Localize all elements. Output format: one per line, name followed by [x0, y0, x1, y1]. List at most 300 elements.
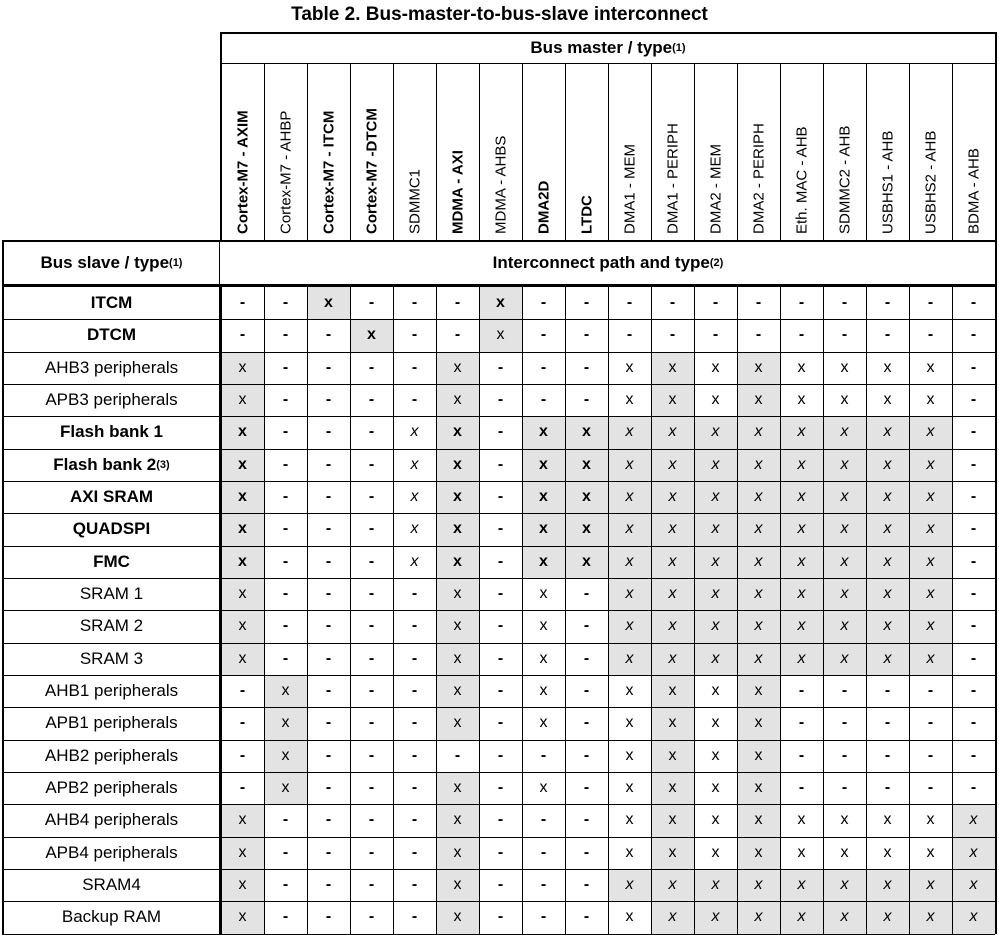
table-cell: -: [608, 287, 651, 319]
table-cell: -: [565, 869, 608, 901]
table-cell: x: [436, 610, 479, 642]
table-cell: -: [952, 287, 995, 319]
grid-line: [2, 481, 995, 482]
table-cell: x: [780, 384, 823, 416]
column-header-label: DMA2 - MEM: [707, 144, 724, 234]
table-cell: x: [780, 546, 823, 578]
table-cell: -: [307, 481, 350, 513]
table-cell: -: [350, 610, 393, 642]
table-cell: x: [393, 546, 436, 578]
table-cell: x: [608, 416, 651, 448]
row-label: [2, 837, 221, 869]
table-cell: -: [350, 513, 393, 545]
table-cell: x: [737, 707, 780, 739]
table-cell: -: [522, 319, 565, 351]
table-cell: x: [780, 578, 823, 610]
table-cell: -: [866, 707, 909, 739]
table-cell: -: [909, 319, 952, 351]
grid-line: [2, 240, 995, 242]
table-cell: x: [608, 481, 651, 513]
row-label-text: DTCM: [86, 325, 137, 345]
table-cell: -: [221, 740, 264, 772]
table-cell: -: [264, 578, 307, 610]
table-cell: -: [479, 352, 522, 384]
column-header-label: DMA2D: [535, 180, 552, 234]
column-header: [522, 63, 565, 240]
table-cell: x: [866, 546, 909, 578]
table-cell: x: [436, 901, 479, 933]
table-cell: x: [393, 513, 436, 545]
row-label: [2, 384, 221, 416]
table-cell: -: [307, 901, 350, 933]
row-label: [2, 416, 221, 448]
row-label: [2, 740, 221, 772]
table-cell: -: [823, 287, 866, 319]
table-cell: x: [780, 449, 823, 481]
grid-line: [436, 63, 437, 240]
table-cell: x: [221, 352, 264, 384]
table-cell: -: [565, 319, 608, 351]
table-cell: x: [221, 901, 264, 933]
table-cell: x: [221, 610, 264, 642]
table-cell: x: [694, 546, 737, 578]
table-cell: -: [522, 837, 565, 869]
table-cell: -: [565, 287, 608, 319]
table-cell: x: [737, 869, 780, 901]
table-cell: -: [350, 449, 393, 481]
table-cell: x: [909, 416, 952, 448]
grid-line: [393, 63, 394, 240]
table-cell: x: [823, 352, 866, 384]
table-cell: -: [952, 675, 995, 707]
table-cell: x: [608, 869, 651, 901]
table-cell: -: [221, 707, 264, 739]
table-cell: x: [737, 804, 780, 836]
table-cell: -: [479, 901, 522, 933]
row-label-text: AXI SRAM: [69, 487, 154, 507]
grid-line: [780, 63, 781, 240]
table-cell: -: [952, 578, 995, 610]
table-cell: x: [909, 513, 952, 545]
table-cell: x: [608, 513, 651, 545]
table-cell: -: [909, 675, 952, 707]
table-cell: x: [780, 416, 823, 448]
table-cell: x: [866, 610, 909, 642]
column-header: [393, 63, 436, 240]
table-cell: -: [350, 384, 393, 416]
grid-line: [2, 240, 4, 934]
table-cell: x: [866, 481, 909, 513]
table-cell: x: [264, 707, 307, 739]
table-cell: -: [307, 707, 350, 739]
path-label: Interconnect path and type: [492, 252, 710, 272]
column-header: [350, 63, 393, 240]
table-cell: -: [565, 643, 608, 675]
table-cell: -: [909, 772, 952, 804]
table-cell: x: [436, 675, 479, 707]
table-cell: x: [522, 675, 565, 707]
table-cell: -: [350, 546, 393, 578]
row-label: [2, 287, 221, 319]
table-cell: x: [522, 578, 565, 610]
table-cell: -: [694, 319, 737, 351]
table-cell: x: [909, 869, 952, 901]
table-cell: x: [522, 513, 565, 545]
bus-slave-header: [2, 240, 221, 285]
table-cell: -: [651, 287, 694, 319]
table-cell: -: [350, 481, 393, 513]
table-cell: x: [694, 352, 737, 384]
table-cell: x: [823, 578, 866, 610]
table-cell: -: [479, 416, 522, 448]
table-cell: -: [909, 707, 952, 739]
table-cell: -: [866, 675, 909, 707]
table-cell: -: [909, 287, 952, 319]
table-cell: -: [393, 675, 436, 707]
table-cell: x: [694, 707, 737, 739]
table-cell: -: [350, 352, 393, 384]
table-cell: x: [909, 481, 952, 513]
table-cell: -: [565, 384, 608, 416]
table-cell: -: [264, 481, 307, 513]
column-header-label: LTDC: [578, 195, 595, 234]
table-cell: x: [522, 643, 565, 675]
table-cell: -: [565, 772, 608, 804]
table-cell: x: [952, 869, 995, 901]
table-cell: x: [737, 384, 780, 416]
table-cell: -: [307, 578, 350, 610]
table-cell: -: [393, 837, 436, 869]
table-cell: x: [694, 384, 737, 416]
row-label: [2, 481, 221, 513]
grid-line: [608, 285, 609, 934]
grid-line: [307, 63, 308, 240]
table-cell: x: [651, 837, 694, 869]
table-cell: -: [866, 740, 909, 772]
table-cell: x: [565, 546, 608, 578]
table-cell: x: [651, 740, 694, 772]
table-cell: x: [651, 416, 694, 448]
table-cell: -: [264, 416, 307, 448]
column-header: [307, 63, 350, 240]
grid-line: [2, 869, 995, 870]
grid-line: [2, 610, 995, 611]
table-cell: -: [350, 643, 393, 675]
table-cell: -: [780, 287, 823, 319]
grid-line: [823, 63, 824, 240]
table-cell: x: [737, 578, 780, 610]
table-cell: -: [565, 610, 608, 642]
table-cell: x: [651, 901, 694, 933]
path-note: (2): [709, 256, 724, 269]
row-label: [2, 643, 221, 675]
table-cell: -: [952, 610, 995, 642]
table-cell: -: [866, 287, 909, 319]
table-cell: x: [909, 546, 952, 578]
table-cell: -: [350, 837, 393, 869]
grid-line: [264, 285, 265, 934]
table-cell: x: [221, 804, 264, 836]
grid-line: [219, 285, 222, 934]
table-cell: x: [866, 449, 909, 481]
column-header: [651, 63, 694, 240]
table-cell: x: [866, 643, 909, 675]
table-cell: -: [565, 352, 608, 384]
table-cell: x: [608, 546, 651, 578]
table-cell: x: [608, 578, 651, 610]
row-label: [2, 772, 221, 804]
table-cell: x: [780, 869, 823, 901]
row-label-text: APB1 peripherals: [45, 713, 178, 733]
table-cell: x: [823, 546, 866, 578]
table-cell: x: [694, 901, 737, 933]
table-cell: -: [479, 772, 522, 804]
grid-line: [2, 837, 995, 838]
table-cell: x: [436, 837, 479, 869]
table-cell: -: [565, 707, 608, 739]
table-cell: -: [479, 449, 522, 481]
table-cell: -: [479, 481, 522, 513]
grid-line: [823, 285, 824, 934]
table-cell: x: [866, 352, 909, 384]
table-cell: -: [264, 901, 307, 933]
table-cell: -: [264, 546, 307, 578]
row-label-text: Backup RAM: [61, 907, 162, 927]
table-cell: -: [952, 449, 995, 481]
row-label-text: SRAM 2: [79, 616, 144, 636]
column-header-label: Cortex-M7 - AHBP: [277, 110, 294, 234]
grid-line: [350, 63, 351, 240]
table-title: Table 2. Bus-master-to-bus-slave interconnect: [291, 4, 708, 25]
column-header: [479, 63, 522, 240]
row-label-text: AHB3 peripherals: [44, 357, 179, 377]
table-cell: -: [823, 319, 866, 351]
table-cell: x: [780, 804, 823, 836]
table-cell: -: [479, 837, 522, 869]
table-cell: -: [307, 416, 350, 448]
column-header-label: MDMA - AHBS: [492, 135, 509, 234]
table-cell: -: [651, 319, 694, 351]
table-cell: x: [651, 804, 694, 836]
table-cell: -: [479, 610, 522, 642]
table-cell: x: [436, 772, 479, 804]
table-cell: -: [264, 804, 307, 836]
table-cell: x: [479, 319, 522, 351]
table-cell: x: [307, 287, 350, 319]
row-label-note: (3): [156, 458, 170, 471]
grid-line: [307, 285, 308, 934]
table-cell: x: [264, 675, 307, 707]
table-cell: x: [608, 643, 651, 675]
grid-line: [909, 63, 910, 240]
grid-line: [2, 643, 995, 644]
table-cell: -: [393, 610, 436, 642]
table-cell: -: [264, 513, 307, 545]
table-cell: x: [565, 481, 608, 513]
table-cell: -: [393, 352, 436, 384]
column-header-label: DMA1 - PERIPH: [664, 123, 681, 234]
table-cell: -: [522, 901, 565, 933]
table-cell: -: [823, 772, 866, 804]
table-cell: -: [264, 869, 307, 901]
grid-line: [221, 32, 995, 34]
table-cell: -: [264, 384, 307, 416]
table-cell: -: [780, 319, 823, 351]
table-cell: x: [694, 513, 737, 545]
table-cell: -: [350, 804, 393, 836]
table-cell: x: [436, 384, 479, 416]
table-cell: -: [565, 804, 608, 836]
table-cell: x: [651, 449, 694, 481]
table-cell: -: [350, 578, 393, 610]
table-cell: -: [522, 869, 565, 901]
row-label-text: SRAM4: [82, 875, 141, 895]
table-cell: x: [479, 287, 522, 319]
table-cell: -: [479, 578, 522, 610]
table-cell: x: [651, 352, 694, 384]
table-cell: x: [823, 804, 866, 836]
table-cell: x: [651, 707, 694, 739]
grid-line: [350, 285, 351, 934]
table-cell: x: [866, 869, 909, 901]
table-cell: x: [651, 578, 694, 610]
table-cell: -: [522, 287, 565, 319]
grid-line: [866, 63, 867, 240]
table-cell: -: [307, 837, 350, 869]
grid-line: [952, 63, 953, 240]
row-label: [2, 675, 221, 707]
row-label: [2, 869, 221, 901]
table-cell: x: [221, 384, 264, 416]
column-header-label: USBHS1 - AHB: [879, 130, 896, 234]
table-cell: x: [522, 546, 565, 578]
table-cell: x: [694, 772, 737, 804]
table-cell: x: [436, 643, 479, 675]
table-cell: -: [350, 287, 393, 319]
table-cell: x: [909, 352, 952, 384]
table-cell: x: [608, 740, 651, 772]
table-cell: x: [608, 707, 651, 739]
table-cell: -: [393, 901, 436, 933]
table-cell: x: [780, 610, 823, 642]
table-cell: x: [823, 384, 866, 416]
table-cell: x: [909, 804, 952, 836]
grid-line: [2, 707, 995, 708]
table-cell: x: [780, 901, 823, 933]
table-cell: x: [737, 416, 780, 448]
table-cell: -: [565, 740, 608, 772]
table-cell: x: [436, 481, 479, 513]
grid-line: [651, 285, 652, 934]
table-cell: -: [479, 707, 522, 739]
table-cell: -: [221, 675, 264, 707]
table-cell: x: [737, 772, 780, 804]
table-cell: -: [393, 643, 436, 675]
table-cell: -: [952, 643, 995, 675]
table-cell: x: [909, 901, 952, 933]
table-cell: x: [608, 384, 651, 416]
table-cell: -: [221, 772, 264, 804]
row-label-text: FMC: [93, 551, 130, 571]
grid-line: [264, 63, 265, 240]
column-header: [866, 63, 909, 240]
table-cell: x: [694, 610, 737, 642]
table-cell: -: [393, 384, 436, 416]
table-cell: x: [866, 416, 909, 448]
grid-line: [479, 63, 480, 240]
table-cell: x: [909, 643, 952, 675]
table-cell: x: [823, 643, 866, 675]
column-header-label: USBHS2 - AHB: [922, 130, 939, 234]
column-header: [909, 63, 952, 240]
table-cell: x: [393, 449, 436, 481]
table-cell: x: [651, 513, 694, 545]
table-cell: x: [221, 869, 264, 901]
grid-line: [737, 63, 738, 240]
grid-line: [952, 285, 953, 934]
table-cell: -: [393, 319, 436, 351]
column-header-label: MDMA - AXI: [449, 150, 466, 234]
table-cell: -: [393, 707, 436, 739]
table-cell: -: [264, 449, 307, 481]
table-cell: x: [393, 416, 436, 448]
grid-line: [909, 285, 910, 934]
table-cell: x: [565, 416, 608, 448]
column-header: [694, 63, 737, 240]
row-label: [2, 707, 221, 739]
column-header-label: DMA2 - PERIPH: [750, 123, 767, 234]
table-cell: x: [952, 804, 995, 836]
grid-line: [2, 384, 995, 385]
table-cell: x: [522, 416, 565, 448]
table-cell: x: [264, 772, 307, 804]
table-cell: x: [651, 546, 694, 578]
row-label: [2, 578, 221, 610]
row-label-text: AHB4 peripherals: [44, 810, 179, 830]
grid-line: [2, 740, 995, 741]
table-cell: x: [608, 449, 651, 481]
table-cell: -: [350, 901, 393, 933]
table-cell: x: [608, 901, 651, 933]
column-header-label: Eth. MAC - AHB: [793, 126, 810, 234]
grid-line: [2, 513, 995, 514]
table-cell: x: [436, 546, 479, 578]
row-label: [2, 513, 221, 545]
grid-line: [737, 285, 738, 934]
table-cell: -: [479, 740, 522, 772]
row-label: [2, 804, 221, 836]
row-label: [2, 352, 221, 384]
table-cell: -: [350, 740, 393, 772]
table-cell: x: [221, 837, 264, 869]
grid-line: [2, 449, 995, 450]
table-cell: x: [737, 481, 780, 513]
grid-line: [694, 285, 695, 934]
table-cell: -: [823, 675, 866, 707]
row-label-text: SRAM 1: [79, 584, 144, 604]
table-cell: x: [221, 546, 264, 578]
table-cell: -: [909, 740, 952, 772]
table-cell: x: [436, 707, 479, 739]
row-label-text: Flash bank 1: [60, 422, 163, 442]
grid-line: [565, 285, 566, 934]
table-cell: x: [694, 740, 737, 772]
column-header: [565, 63, 608, 240]
table-cell: -: [307, 384, 350, 416]
table-cell: x: [952, 837, 995, 869]
table-cell: -: [952, 513, 995, 545]
table-cell: x: [780, 837, 823, 869]
